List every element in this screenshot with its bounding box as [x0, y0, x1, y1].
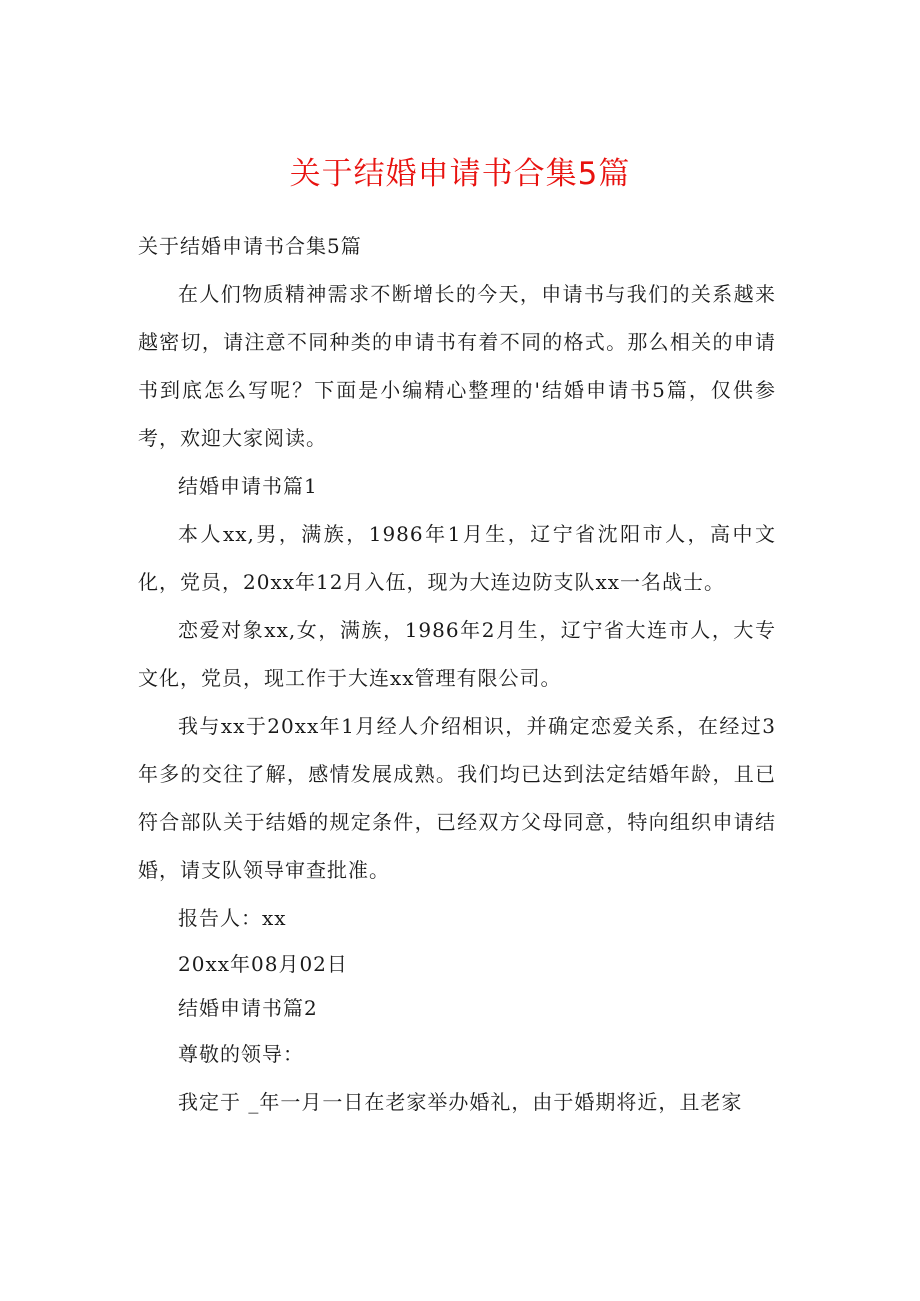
section2-paragraph-1: 我定于 _年一月一日在老家举办婚礼，由于婚期将近，且老家 — [178, 1090, 743, 1114]
section1-date: 20xx年08月02日 — [178, 952, 348, 976]
intro-paragraph: 在人们物质精神需求不断增长的今天，申请书与我们的关系越来越密切，请注意不同种类的申请书有着不同的格式。那么相关的申请书到底怎么写呢？下面是小编精心整理的'结婚申请书5篇，仅供参考，欢迎大家阅读。 — [138, 282, 776, 450]
document-body — [138, 222, 776, 1126]
document-subtitle: 关于结婚申请书合集5篇 — [138, 234, 362, 258]
section1-paragraph-2: 恋爱对象xx,女，满族，1986年2月生，辽宁省大连市人，大专文化，党员，现工作于大连xx管理有限公司。 — [138, 618, 776, 690]
section2-heading: 结婚申请书篇2 — [178, 996, 318, 1020]
section1-paragraph-3: 我与xx于20xx年1月经人介绍相识，并确定恋爱关系，在经过3年多的交往了解，感情发展成熟。我们均已达到法定结婚年龄，且已符合部队关于结婚的规定条件，已经双方父母同意，特向组织申请结婚，请支队领导审查批准。 — [138, 714, 776, 882]
document-title: 关于结婚申请书合集5篇 — [289, 156, 631, 192]
section1-heading: 结婚申请书篇1 — [178, 474, 318, 498]
section1-paragraph-1: 本人xx,男，满族，1986年1月生，辽宁省沈阳市人，高中文化，党员，20xx年12月入伍，现为大连边防支队xx一名战士。 — [138, 522, 776, 594]
section1-reporter: 报告人：xx — [178, 906, 287, 930]
section2-salutation: 尊敬的领导： — [178, 1042, 304, 1066]
